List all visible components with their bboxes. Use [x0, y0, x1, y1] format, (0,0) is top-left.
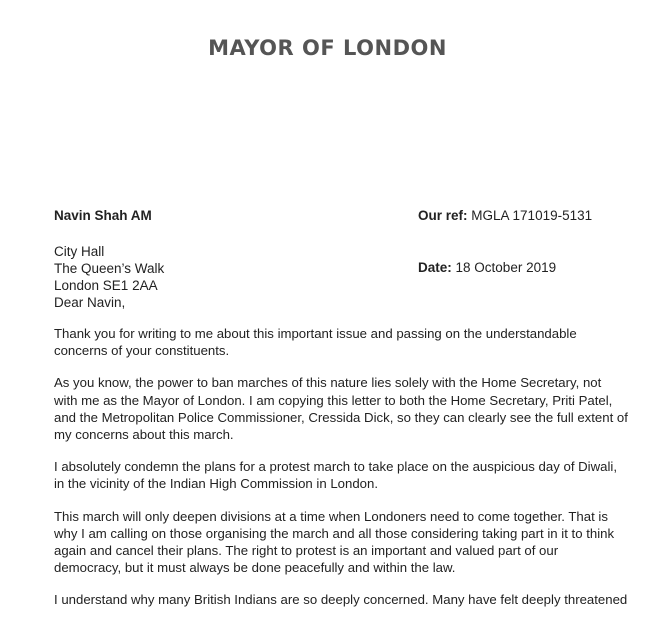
paragraph-line: with me as the Mayor of London. I am copying this letter to both the Home Secretary, Priti Patel,: [54, 392, 613, 408]
paragraph-line: and the Metropolitan Police Commissioner, Cressida Dick, so they can clearly see the full extent of: [54, 409, 628, 425]
paragraph: [54, 508, 634, 577]
letterhead-title: MAYOR OF LONDON: [208, 36, 447, 60]
paragraph: [54, 325, 634, 359]
address-line: London SE1 2AA: [54, 278, 158, 293]
reference-line: [418, 208, 592, 223]
reference-label: Our ref:: [418, 208, 468, 223]
date-line: [418, 260, 556, 275]
salutation: Dear Navin,: [54, 295, 126, 310]
paragraph: [54, 458, 634, 492]
recipient-address: [54, 243, 164, 311]
date-label: Date:: [418, 260, 452, 275]
paragraph-line: why I am calling on those organising the march and all those considering taking part in it to think: [54, 525, 615, 541]
paragraph-line: my concerns about this march.: [54, 427, 234, 443]
paragraph: [54, 374, 634, 443]
paragraph-line: democracy, but it must always be done peacefully and within the law.: [54, 560, 456, 576]
paragraph-line: As you know, the power to ban marches of this nature lies solely with the Home Secretary, not: [54, 375, 602, 391]
paragraph-line: This march will only deepen divisions at a time when Londoners need to come together. That is: [54, 508, 608, 524]
paragraph-line: concerns of your constituents.: [54, 343, 230, 359]
recipient-name: Navin Shah AM: [54, 208, 152, 223]
address-line: The Queen’s Walk: [54, 261, 165, 276]
paragraph-line: I understand why many British Indians are so deeply concerned. Many have felt deeply threatened: [54, 592, 628, 608]
paragraph-line: I absolutely condemn the plans for a protest march to take place on the auspicious day of Diwali,: [54, 459, 617, 475]
paragraph-line: again and cancel their plans. The right to protest is an important and valued part of our: [54, 543, 559, 559]
address-line: City Hall: [54, 244, 105, 259]
reference-value: MGLA 171019-5131: [471, 208, 593, 223]
paragraph-line: in the vicinity of the Indian High Commission in London.: [54, 476, 379, 492]
date-value: 18 October 2019: [455, 260, 557, 275]
paragraph-line: Thank you for writing to me about this important issue and passing on the understandable: [54, 326, 577, 341]
letter-body: [54, 325, 634, 624]
paragraph: [54, 591, 634, 608]
